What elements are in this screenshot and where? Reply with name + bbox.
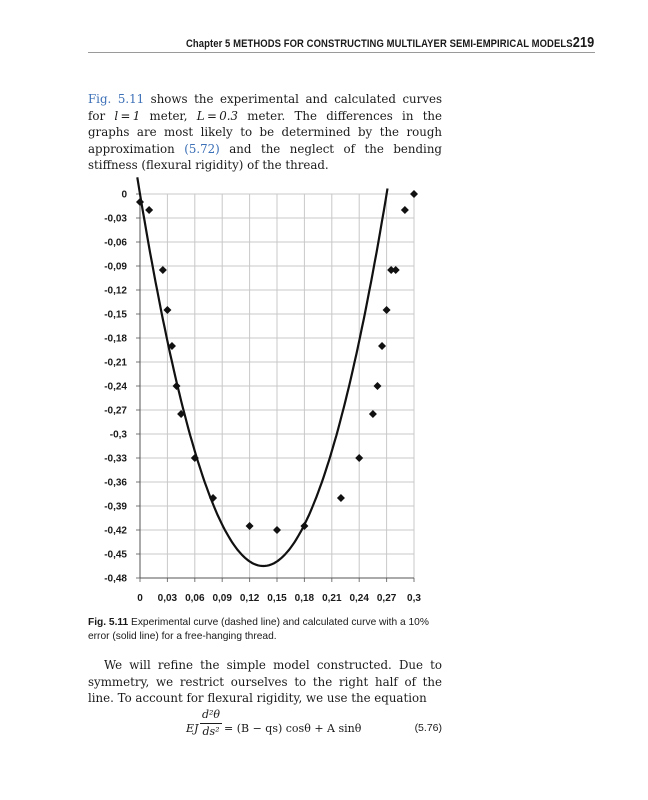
calculated-curve — [137, 177, 387, 566]
y-tick-label: -0,39 — [104, 501, 127, 513]
experimental-point — [246, 522, 254, 530]
experimental-point — [145, 206, 153, 214]
experimental-point — [392, 266, 400, 274]
experimental-point — [355, 454, 363, 462]
y-tick-label: -0,33 — [104, 453, 127, 465]
x-tick-label: 0,09 — [212, 593, 232, 604]
equation-link[interactable]: (5.72) — [184, 141, 220, 156]
eq-lhs-coef: EJ — [186, 722, 199, 735]
para2-text: We will refine the simple model constructed. Due to symmetry, we restrict ourselves to the right half of the line. To account for flexural rigidity, we use the equation — [88, 658, 442, 705]
chapter-title: Chapter 5 METHODS FOR CONSTRUCTING MULTILAYER SEMI-EMPIRICAL MODELS — [186, 38, 573, 50]
y-tick-label: -0,45 — [104, 549, 127, 561]
y-tick-label: -0,48 — [104, 573, 127, 585]
eq-rhs: = (B − qs) cosθ + A sinθ — [224, 722, 362, 735]
x-tick-label: 0,12 — [239, 593, 260, 604]
figure-link[interactable]: Fig. 5.11 — [88, 92, 145, 106]
experimental-point — [383, 306, 391, 314]
x-tick-label: 0,06 — [185, 593, 205, 604]
experimental-point — [337, 494, 345, 502]
y-tick-label: 0 — [121, 189, 127, 201]
page-number: 219 — [572, 34, 594, 51]
y-tick-label: -0,15 — [104, 309, 127, 321]
para1-text-b: meter, — [140, 108, 197, 123]
y-tick-label: -0,12 — [104, 285, 127, 297]
caption-text: Experimental curve (dashed line) and calculated curve with a 10% error (solid line) for a free-hanging thread. — [88, 617, 429, 642]
experimental-point — [159, 266, 167, 274]
experimental-point — [373, 382, 381, 390]
y-tick-label: -0,36 — [104, 477, 127, 489]
y-tick-label: -0,03 — [104, 213, 127, 225]
eq-numerator: d²θ — [201, 708, 221, 721]
experimental-point — [163, 306, 171, 314]
x-tick-label: 0 — [137, 593, 143, 604]
y-tick-label: -0,42 — [104, 525, 127, 537]
x-tick-label: 0,18 — [294, 593, 315, 604]
experimental-point — [378, 342, 386, 350]
eq-denominator: ds² — [202, 725, 220, 738]
x-tick-label: 0,03 — [157, 593, 178, 604]
x-tick-label: 0,27 — [376, 593, 397, 604]
y-tick-label: -0,06 — [104, 237, 127, 249]
para1-text-a: shows the experimental and calculated curves for — [88, 92, 442, 123]
y-tick-label: -0,09 — [104, 261, 127, 273]
para1-text-c: meter. The differences in the graphs are most likely to be determined by the rough approximation — [88, 108, 443, 156]
eq-number: (5.76) — [414, 722, 442, 734]
y-tick-label: -0,3 — [109, 429, 127, 441]
y-tick-label: -0,18 — [104, 333, 127, 345]
y-tick-label: -0,21 — [104, 357, 127, 369]
para1-text-d: and the neglect of the bending stiffness (flexural rigidity) of the thread. — [88, 141, 442, 172]
x-tick-label: 0,3 — [407, 593, 421, 604]
x-tick-label: 0,15 — [267, 593, 287, 604]
x-tick-label: 0,24 — [349, 593, 369, 604]
paragraph-2 — [88, 657, 442, 707]
x-tick-label: 0,21 — [322, 593, 342, 604]
eq-fraction — [200, 708, 222, 739]
y-tick-label: -0,27 — [104, 405, 127, 417]
l-equation: l = 1 — [114, 108, 141, 123]
experimental-point — [369, 410, 377, 418]
experimental-point — [401, 206, 409, 214]
y-tick-label: -0,24 — [104, 381, 127, 393]
equation-5-76 — [170, 706, 442, 756]
experimental-point — [273, 526, 281, 534]
L-equation: L = 0.3 — [196, 108, 238, 123]
caption-label: Fig. 5.11 — [88, 617, 129, 628]
experimental-point — [410, 190, 418, 198]
figure-caption — [88, 616, 448, 644]
